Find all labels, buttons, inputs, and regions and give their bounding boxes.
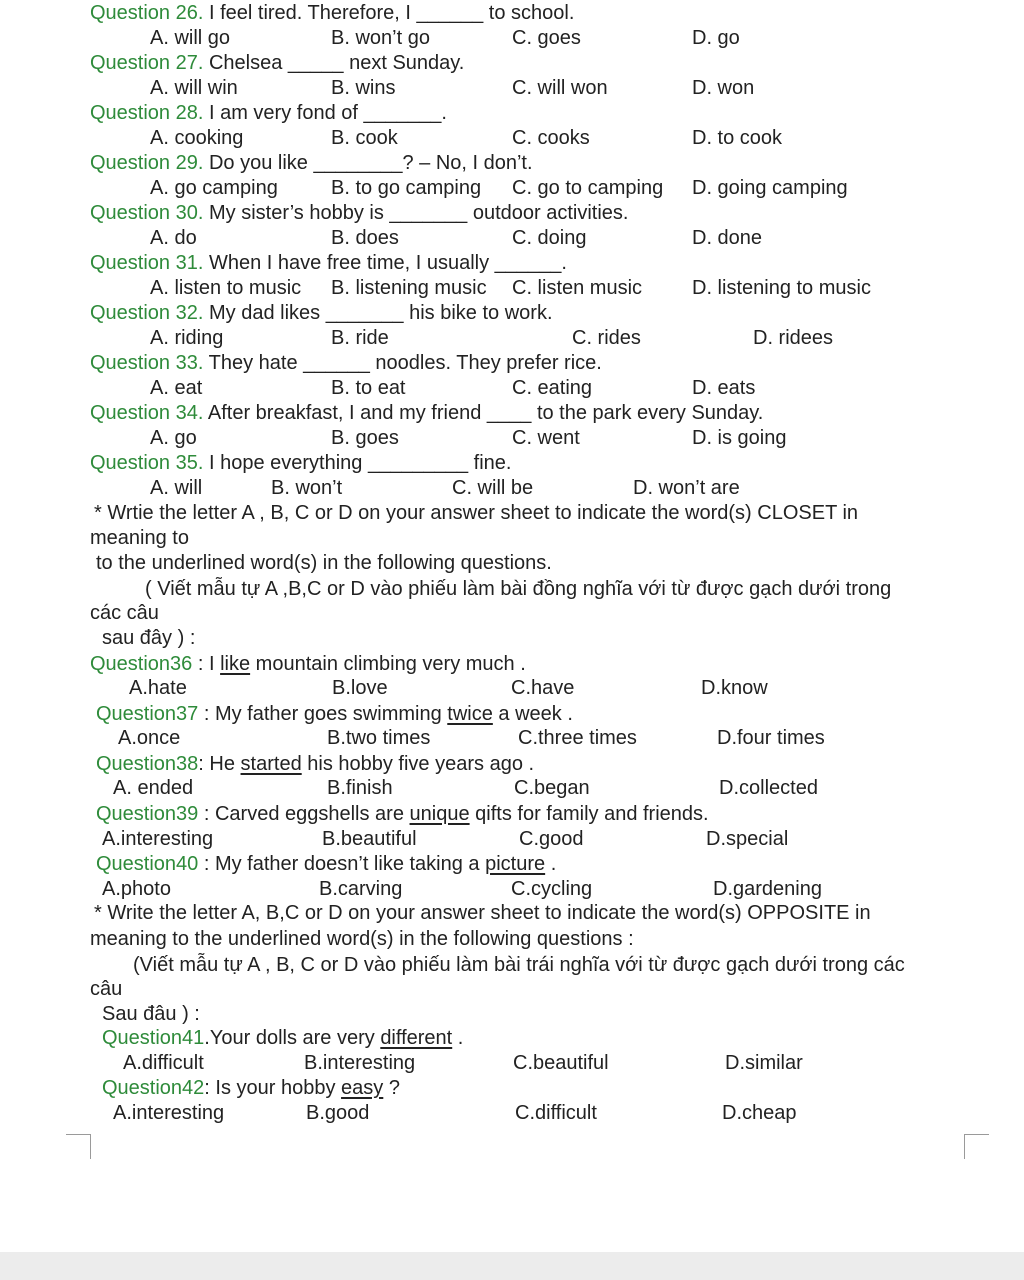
question-31: [90, 250, 567, 276]
instruction-closest-cont: meaning to: [90, 527, 189, 549]
option-c: C.three times: [518, 727, 637, 749]
underlined-word: started: [240, 753, 302, 775]
option-a: A. do: [150, 227, 197, 249]
question-30: [90, 200, 628, 226]
question-label: Question 26.: [90, 2, 204, 24]
option-b: B. goes: [331, 427, 399, 449]
underlined-word: easy: [341, 1077, 384, 1099]
instruction-closest-cont: to the underlined word(s) in the following questions.: [96, 552, 552, 574]
question-32: [90, 300, 553, 326]
option-d: D. ridees: [753, 327, 834, 349]
question-text: qifts for family and friends.: [469, 803, 709, 825]
option-b: B. ride: [331, 327, 389, 349]
question-text: his hobby five years ago .: [301, 753, 535, 775]
question-33: [90, 350, 602, 376]
option-c: C. will won: [512, 77, 608, 99]
option-d: D. eats: [692, 377, 756, 399]
question-38: [96, 751, 534, 777]
question-39: [96, 801, 709, 827]
question-text: I am very fond of _______.: [203, 102, 447, 124]
question-42: [102, 1075, 400, 1101]
question-text: : My father doesn’t like taking a: [198, 853, 486, 875]
option-d: D. listening to music: [692, 277, 871, 299]
option-a: A.hate: [129, 677, 187, 699]
question-text: After breakfast, I and my friend ____ to the park every Sunday.: [203, 402, 764, 424]
option-c: C. rides: [572, 327, 641, 349]
underlined-word: picture: [485, 853, 546, 875]
option-c: C. will be: [452, 477, 534, 499]
option-a: A. riding: [150, 327, 224, 349]
option-a: A. go camping: [150, 177, 278, 199]
crop-mark-left: [66, 1134, 91, 1159]
question-label: Question40: [96, 853, 199, 875]
option-b: B. to eat: [331, 377, 406, 399]
question-text: : My father goes swimming: [198, 703, 448, 725]
underlined-word: like: [220, 653, 251, 675]
option-b: B.interesting: [304, 1052, 416, 1074]
question-label: Question37: [96, 703, 199, 725]
option-a: A.once: [118, 727, 181, 749]
option-b: B. to go camping: [331, 177, 482, 199]
question-text: mountain climbing very much .: [250, 653, 526, 675]
option-c: C. doing: [512, 227, 587, 249]
underlined-word: unique: [409, 803, 470, 825]
instruction-closest-vi-cont: sau đây ) :: [102, 627, 196, 649]
question-text: : I: [192, 653, 221, 675]
question-label: Question 28.: [90, 102, 204, 124]
option-c: C.beautiful: [513, 1052, 609, 1074]
question-40: [96, 851, 556, 877]
option-c: C. go to camping: [512, 177, 664, 199]
instruction-opposite-vi-cont: Sau đâu ) :: [102, 1003, 200, 1025]
option-a: A. cooking: [150, 127, 244, 149]
question-28: [90, 100, 447, 126]
option-a: A.interesting: [113, 1102, 225, 1124]
question-text: My dad likes _______ his bike to work.: [203, 302, 553, 324]
option-b: B.two times: [327, 727, 431, 749]
question-36: [90, 651, 526, 677]
option-d: D. won: [692, 77, 755, 99]
option-c: C. went: [512, 427, 580, 449]
question-37: [96, 701, 573, 727]
underlined-word: different: [380, 1027, 453, 1049]
instruction-closest-vi: ( Viết mẫu tự A ,B,C or D vào phiếu làm bài đồng nghĩa với từ được gạch dưới trong: [145, 578, 892, 600]
question-text: When I have free time, I usually ______.: [203, 252, 567, 274]
option-b: B.carving: [319, 878, 403, 900]
option-b: B.good: [306, 1102, 370, 1124]
option-d: D. is going: [692, 427, 787, 449]
option-a: A.difficult: [123, 1052, 204, 1074]
instruction-closest-vi-cont: các câu: [90, 602, 159, 624]
question-label: Question 31.: [90, 252, 204, 274]
option-a: A. will go: [150, 27, 231, 49]
option-c: C.good: [519, 828, 584, 850]
option-d: D.know: [701, 677, 768, 699]
question-text: : Is your hobby: [204, 1077, 342, 1099]
option-c: C. eating: [512, 377, 593, 399]
question-text: : Carved eggshells are: [198, 803, 410, 825]
question-text: .: [545, 853, 557, 875]
question-text: Chelsea _____ next Sunday.: [203, 52, 465, 74]
underlined-word: twice: [447, 703, 493, 725]
question-label: Question39: [96, 803, 199, 825]
option-c: C. listen music: [512, 277, 643, 299]
option-b: B. does: [331, 227, 399, 249]
question-text: I feel tired. Therefore, I ______ to school.: [203, 2, 575, 24]
question-text: ?: [383, 1077, 400, 1099]
option-a: A. will: [150, 477, 203, 499]
option-d: D.four times: [717, 727, 825, 749]
question-label: Question38: [96, 753, 199, 775]
option-b: B. listening music: [331, 277, 487, 299]
option-a: A. listen to music: [150, 277, 302, 299]
question-text: .: [452, 1027, 464, 1049]
question-text: Do you like ________? – No, I don’t.: [203, 152, 533, 174]
instruction-opposite-cont: meaning to the underlined word(s) in the following questions :: [90, 928, 634, 950]
option-c: C.have: [511, 677, 575, 699]
question-41: [102, 1025, 463, 1051]
page-bottom-margin: [0, 1252, 1024, 1280]
option-c: C. cooks: [512, 127, 590, 149]
option-c: C.difficult: [515, 1102, 597, 1124]
question-29: [90, 150, 533, 176]
option-a: A.photo: [102, 878, 171, 900]
option-a: A. ended: [113, 777, 194, 799]
option-d: D. going camping: [692, 177, 848, 199]
question-text: .Your dolls are very: [204, 1027, 381, 1049]
question-label: Question36: [90, 653, 193, 675]
question-text: I hope everything _________ fine.: [203, 452, 512, 474]
question-label: Question 34.: [90, 402, 204, 424]
question-label: Question 29.: [90, 152, 204, 174]
option-d: D. done: [692, 227, 763, 249]
question-35: [90, 450, 511, 476]
option-d: D.gardening: [713, 878, 822, 900]
question-text: a week .: [492, 703, 573, 725]
option-d: D. go: [692, 27, 740, 49]
option-b: B. wins: [331, 77, 396, 99]
option-c: C.began: [514, 777, 590, 799]
option-a: A. will win: [150, 77, 238, 99]
option-c: C.cycling: [511, 878, 593, 900]
question-26: [90, 0, 574, 26]
option-a: A.interesting: [102, 828, 214, 850]
option-d: D. to cook: [692, 127, 783, 149]
option-a: A. go: [150, 427, 197, 449]
crop-mark-right: [964, 1134, 989, 1159]
option-d: D. won’t are: [633, 477, 740, 499]
option-b: B. cook: [331, 127, 398, 149]
instruction-opposite-vi-cont: câu: [90, 978, 123, 1000]
question-label: Question 35.: [90, 452, 204, 474]
option-b: B. won’t: [271, 477, 343, 499]
option-b: B. won’t go: [331, 27, 430, 49]
option-d: D.special: [706, 828, 789, 850]
option-b: B.love: [332, 677, 388, 699]
instruction-opposite: * Write the letter A, B,C or D on your answer sheet to indicate the word(s) OPPOSITE in: [94, 902, 871, 924]
question-label: Question 30.: [90, 202, 204, 224]
question-label: Question41: [102, 1027, 205, 1049]
question-label: Question 32.: [90, 302, 204, 324]
instruction-opposite-vi: (Viết mẫu tự A , B, C or D vào phiếu làm bài trái nghĩa với từ được gạch dưới trong các: [133, 954, 905, 976]
option-b: B.beautiful: [322, 828, 417, 850]
question-text: : He: [198, 753, 241, 775]
option-b: B.finish: [327, 777, 393, 799]
question-label: Question42: [102, 1077, 205, 1099]
option-c: C. goes: [512, 27, 581, 49]
instruction-closest: * Wrtie the letter A , B, C or D on your answer sheet to indicate the word(s) CLOSET in: [94, 502, 859, 524]
question-label: Question 33.: [90, 352, 204, 374]
option-d: D.similar: [725, 1052, 803, 1074]
option-d: D.collected: [719, 777, 818, 799]
question-27: [90, 50, 464, 76]
question-34: [90, 400, 763, 426]
option-a: A. eat: [150, 377, 203, 399]
question-text: My sister’s hobby is _______ outdoor activities.: [203, 202, 629, 224]
question-label: Question 27.: [90, 52, 204, 74]
option-d: D.cheap: [722, 1102, 797, 1124]
question-text: They hate ______ noodles. They prefer rice.: [203, 352, 602, 374]
